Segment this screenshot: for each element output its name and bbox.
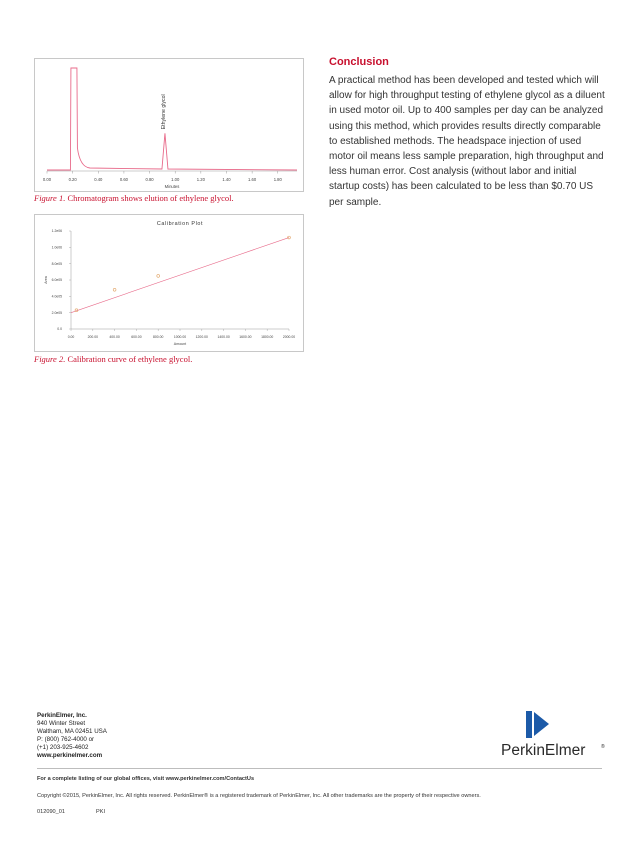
x-tick-label: 0.60: [119, 177, 129, 182]
x-tick-label: 1.80: [273, 177, 282, 182]
x-tick-label: 1200.00: [195, 335, 208, 339]
x-tick-label: 800.00: [153, 335, 164, 339]
x-tick-label: 600.00: [131, 335, 142, 339]
x-tick-label: 0.00: [42, 177, 52, 182]
x-tick-label: 0.40: [94, 177, 103, 182]
figure1-caption-label: Figure 1.: [34, 193, 66, 203]
x-tick-label: 1.20: [196, 177, 205, 182]
x-axis-title: Amount: [173, 342, 187, 346]
company-name: PerkinElmer, Inc.: [37, 712, 87, 719]
fit-line: [71, 238, 289, 313]
logo-wordmark: PerkinElmer: [501, 742, 586, 759]
address-block: [37, 712, 107, 761]
conclusion-heading: Conclusion: [329, 56, 389, 68]
x-tick-label: 1600.00: [239, 335, 252, 339]
phone-secondary: (+1) 203-925-4602: [37, 744, 89, 752]
chart-title: Calibration Plot: [156, 221, 204, 227]
document-code: PKI: [96, 809, 106, 815]
copyright-note: Copyright ©2015, PerkinElmer, Inc. All rights reserved. PerkinElmer® is a registered trademark of PerkinElmer, Inc. All other trademarks are the property of their respective owners.: [37, 793, 481, 799]
logo-mark-icon: [500, 708, 610, 760]
y-tick-label: 1.2e06: [51, 229, 62, 234]
figure2-chart: [34, 214, 304, 352]
offices-note: For a complete listing of our global offices, visit www.perkinelmer.com/ContactUs: [37, 776, 255, 782]
x-tick-label: 0.20: [68, 177, 77, 182]
x-tick-label: 1800.00: [261, 335, 274, 339]
figure1-caption: [34, 193, 234, 203]
footer-divider: [37, 768, 602, 769]
document-id: 012090_01: [37, 809, 65, 815]
figure2-caption-text: Calibration curve of ethylene glycol.: [65, 354, 193, 364]
phone-primary: P: (800) 762-4000 or: [37, 736, 95, 744]
street: 940 Winter Street: [37, 720, 86, 728]
figure2-caption: [34, 354, 192, 364]
y-tick-label: 1.0e06: [51, 245, 62, 250]
figure2-caption-label: Figure 2.: [34, 354, 66, 364]
x-tick-label: 1.60: [248, 177, 257, 182]
chromatogram-trace: [47, 68, 297, 170]
x-tick-label: 1400.00: [217, 335, 230, 339]
x-tick-label: 1.00: [171, 177, 180, 182]
x-tick-label: 200.00: [87, 335, 98, 339]
x-tick-label: 0.00: [67, 335, 75, 339]
y-axis-title: Area: [44, 276, 48, 284]
x-tick-label: 1.40: [222, 177, 231, 182]
y-tick-label: 6.0e05: [51, 278, 62, 283]
city: Waltham, MA 02451 USA: [37, 728, 107, 736]
y-tick-label: 2.0e05: [51, 310, 62, 315]
data-point: [288, 236, 291, 239]
figure1-chart: [34, 58, 304, 192]
x-axis-title: Minutes: [164, 184, 180, 189]
conclusion-body: A practical method has been developed and tested which will allow for high throughput testing of ethylene glycol as a diluent in used motor oil. Up to 400 samples per day can be analyzed using this method, which provides results directly comparable to established methods. The headspace injection of used motor oil means less sample preparation, high throughput and less human error. Cost analysis (without labor and initial startup costs) has been calculated to be less than $0.70 US per sample.: [329, 75, 605, 208]
figure1-caption-text: Chromatogram shows elution of ethylene glycol.: [65, 193, 234, 203]
perkinelmer-logo: [500, 708, 610, 760]
data-point: [113, 288, 116, 291]
chromatogram-svg: [35, 59, 303, 191]
y-tick-label: 8.0e05: [51, 261, 62, 266]
y-tick-label: 4.0e05: [51, 294, 62, 299]
y-tick-label: 0.0: [57, 327, 62, 332]
website-link[interactable]: www.perkinelmer.com: [37, 752, 103, 760]
calibration-svg: [35, 215, 303, 351]
x-tick-label: 2000.00: [282, 335, 296, 339]
peak-label: Ethylene glycol: [160, 94, 167, 130]
x-tick-label: 1000.00: [173, 335, 187, 339]
data-point: [157, 275, 160, 278]
x-tick-label: 0.80: [145, 177, 154, 182]
logo-registered: ®: [601, 744, 605, 750]
x-tick-label: 400.00: [109, 335, 120, 339]
